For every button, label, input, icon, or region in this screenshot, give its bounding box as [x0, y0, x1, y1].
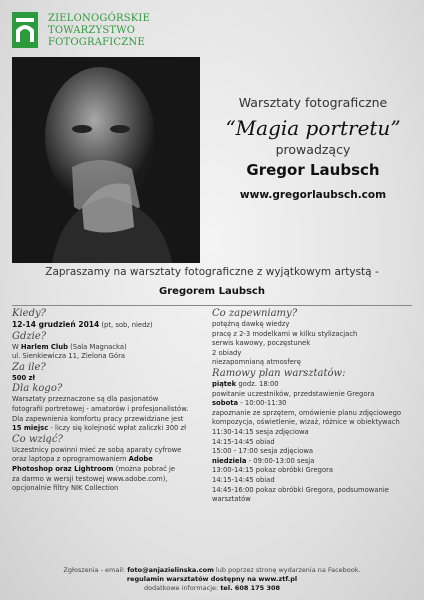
instructor-name: Gregor Laubsch: [246, 161, 380, 179]
instructor-website[interactable]: www.gregorlaubsch.com: [239, 189, 387, 201]
organization-name: [48, 13, 150, 49]
provided-item: serwis kawowy, poczęstunek: [212, 339, 311, 348]
seats-count: 15 miejsc: [12, 424, 49, 433]
price: 500 zł: [12, 373, 36, 382]
schedule-item: 11:30-14:15 sesja zdjęciowa: [212, 427, 309, 436]
audience-line-3: Dla zapewnienia komfortu pracy przewidziane jest: [12, 414, 184, 423]
footer-facebook-text: lub poprzez stronę wydarzenia na Facebook.: [215, 566, 361, 574]
schedule-item: 15:00 - 17:00 sesja zdjęciowa: [212, 447, 314, 456]
provided-item: 2 obiady: [212, 348, 242, 357]
schedule-item: 13:00-14:15 pokaz obróbki Gregora: [212, 466, 334, 475]
schedule-item: kompozycja, oświetlenie, wizaż, różnice w obiektywach: [212, 418, 400, 427]
footer-rules[interactable]: regulamin warsztatów dostępny na www.ztf.pl: [126, 575, 298, 583]
schedule-heading: Ramowy plan warsztatów:: [212, 367, 346, 379]
footer-line-3: [0, 584, 424, 593]
provided-item: potężną dawkę wiedzy: [212, 320, 290, 328]
when-text: [12, 320, 202, 331]
portrait-photo: [12, 57, 200, 263]
audience-line-4-text: - liczy się kolejność wpłat zaliczki 300 zł: [50, 424, 187, 433]
schedule-item: powitanie uczestników, przedstawienie Gregora: [212, 389, 375, 398]
schedule-item: 14:15-14:45 obiad: [212, 437, 275, 446]
saturday-time: - 10:00-11:30: [240, 399, 287, 408]
footer-signup-label: Zgłoszenia - email:: [63, 566, 126, 574]
sunday-row: [212, 457, 412, 467]
friday-row: [212, 380, 412, 390]
bring-adobe: Adobe: [128, 455, 153, 464]
provided-item: niezapomnianą atmosferę: [212, 358, 301, 367]
price-heading: Za ile?: [12, 361, 46, 373]
saturday-label: sobota: [212, 399, 239, 408]
audience-line-4: [12, 424, 202, 434]
invite-name: Gregorem Laubsch: [159, 286, 265, 297]
where-text: [12, 343, 202, 353]
bring-line-3-text: (można pobrać je: [115, 464, 176, 473]
where-place: Harlem Club: [20, 342, 68, 351]
where-heading: Gdzie?: [12, 330, 47, 342]
logo-line-2: TOWARZYSTWO: [48, 25, 136, 36]
bring-line-5: opcjonalnie filtry NIK Collection: [12, 484, 119, 493]
audience-line-2: fotografii portretowej - amatorów i profesjonalistów.: [12, 404, 189, 413]
saturday-row: [212, 399, 412, 409]
footer-phone: tel. 608 175 308: [220, 584, 281, 592]
where-address: ul. Sienkiewicza 11, Zielona Góra: [12, 352, 126, 361]
footer-line-1: [0, 566, 424, 575]
header-line-1: Warsztaty fotograficzne: [238, 95, 388, 110]
logo-line-3: FOTOGRAFICZNE: [48, 37, 145, 48]
audience-line-1: Warsztaty przeznaczone są dla pasjonatów: [12, 395, 159, 404]
bring-software: Photoshop oraz Lightroom: [12, 464, 114, 473]
friday-time: godz. 18:00: [238, 379, 279, 388]
when-date: 12-14 grudzień 2014: [12, 320, 100, 329]
bring-line-1: Uczestnicy powinni mieć ze sobą aparaty cyfrowe: [12, 445, 182, 454]
schedule-item: 14:15-14:45 obiad: [212, 475, 275, 484]
schedule-item: 14:45-16:00 pokaz obróbki Gregora, podsumowanie: [212, 485, 389, 494]
sunday-label: niedziela: [212, 456, 247, 465]
logo-line-1: ZIELONOGÓRSKIE: [48, 13, 151, 24]
workshop-header: [208, 95, 418, 201]
provided-heading: Co zapewniamy?: [212, 308, 298, 319]
header-line-3: prowadzący: [275, 142, 351, 157]
where-prefix: W: [12, 342, 19, 351]
footer-email[interactable]: foto@anjazielinska.com: [127, 566, 214, 574]
where-hall: (Sala Magnacka): [70, 342, 127, 351]
audience-heading: Dla kogo?: [12, 383, 63, 395]
provided-item: pracę z 2-3 modelkami w kilku stylizacjach: [212, 329, 358, 338]
bring-line-3: [12, 465, 202, 475]
friday-label: piątek: [212, 379, 237, 388]
footer-info-label: dodatkowe informacje:: [143, 584, 219, 592]
bring-line-4: za darmo w wersji testowej www.adobe.com),: [12, 474, 168, 483]
left-column: [12, 308, 202, 494]
sunday-time: - 09:00-13:00 sesja: [248, 456, 315, 465]
schedule-item: warsztatów: [212, 495, 251, 504]
divider: [12, 305, 412, 306]
workshop-title: “Magia portretu”: [225, 116, 401, 140]
invite-text: Zapraszamy na warsztaty fotograficzne z wyjątkowym artystą -: [45, 266, 379, 278]
footer: [0, 566, 424, 593]
ztf-logo-icon: [12, 12, 38, 48]
portrait-illustration: [12, 57, 200, 263]
bring-heading: Co wziąć?: [12, 433, 63, 445]
right-column: [212, 308, 412, 505]
when-heading: Kiedy?: [12, 308, 46, 319]
schedule-item: zapoznanie ze sprzętem, omówienie planu zdjęciowego: [212, 408, 402, 417]
bring-line-2: [12, 455, 202, 465]
bring-line-2-text: oraz laptopa z oprogramowaniem: [12, 455, 127, 464]
when-days: (pt, sob, niedz): [101, 321, 153, 329]
